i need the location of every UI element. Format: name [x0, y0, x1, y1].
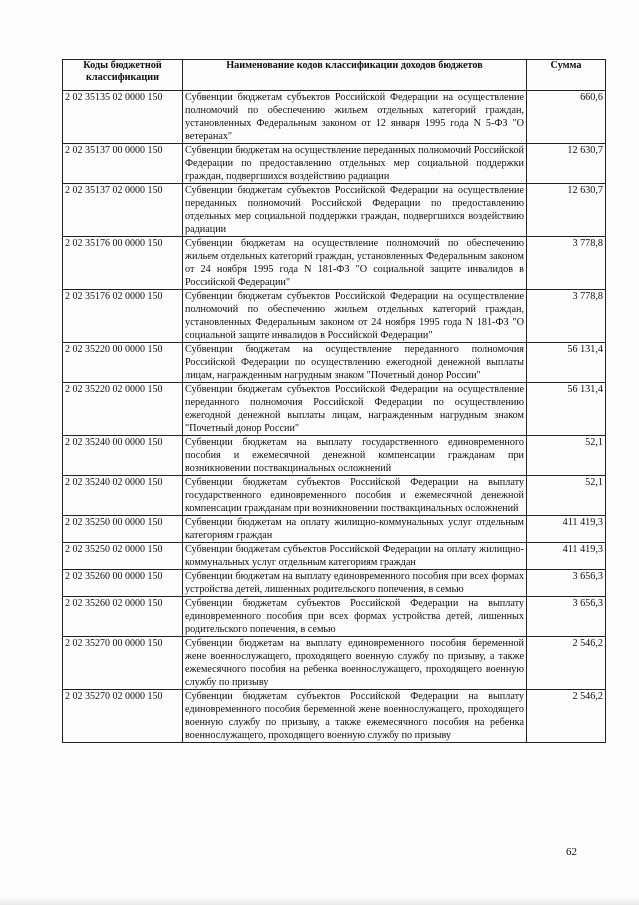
row-code: 2 02 35137 00 0000 150	[63, 144, 183, 184]
row-name: Субвенции бюджетам субъектов Российской Федерации на выплату государственного единовременного пособия и ежемесячной денежной компенсации гражданам при возникновении поствакцинальных осложнений	[183, 476, 527, 516]
row-code: 2 02 35250 02 0000 150	[63, 543, 183, 570]
row-sum: 52,1	[527, 436, 606, 476]
table-row	[63, 436, 606, 476]
row-code: 2 02 35270 00 0000 150	[63, 637, 183, 690]
row-name: Субвенции бюджетам на осуществление переданного полномочия Российской Федерации по осуществлению ежегодной денежной выплаты лицам, награжденным нагрудным знаком "Почетный донор России"	[183, 343, 527, 383]
table-row	[63, 516, 606, 543]
table-row	[63, 637, 606, 690]
row-sum: 3 778,8	[527, 290, 606, 343]
row-code: 2 02 35260 02 0000 150	[63, 597, 183, 637]
page-number: 62	[566, 846, 577, 858]
row-code: 2 02 35270 02 0000 150	[63, 690, 183, 743]
row-sum: 2 546,2	[527, 690, 606, 743]
header-sum: Сумма	[527, 60, 606, 91]
row-code: 2 02 35260 00 0000 150	[63, 570, 183, 597]
row-code: 2 02 35176 00 0000 150	[63, 237, 183, 290]
table-row	[63, 543, 606, 570]
table-row	[63, 91, 606, 144]
row-name: Субвенции бюджетам на выплату государственного единовременного пособия и ежемесячной денежной компенсации гражданам при возникновении поствакцинальных осложнений	[183, 436, 527, 476]
row-sum: 12 630,7	[527, 184, 606, 237]
row-code: 2 02 35137 02 0000 150	[63, 184, 183, 237]
row-sum: 3 656,3	[527, 597, 606, 637]
row-name: Субвенции бюджетам субъектов Российской Федерации на осуществление полномочий по обеспечению жильем отдельных категорий граждан, установленных Федеральным законом от 12 января 1995 года N 5-ФЗ "О ветеранах"	[183, 91, 527, 144]
row-name: Субвенции бюджетам на осуществление переданных полномочий Российской Федерации по предоставлению отдельных мер социальной поддержки граждан, подвергшихся воздействию радиации	[183, 144, 527, 184]
row-sum: 411 419,3	[527, 543, 606, 570]
row-code: 2 02 35176 02 0000 150	[63, 290, 183, 343]
table-row	[63, 476, 606, 516]
table-row	[63, 597, 606, 637]
row-name: Субвенции бюджетам на выплату единовременного пособия беременной жене военнослужащего, проходящего военную службу по призыву, а также ежемесячного пособия на ребенка военнослужащего, проходящего военную службу по призыву	[183, 637, 527, 690]
row-code: 2 02 35250 00 0000 150	[63, 516, 183, 543]
row-sum: 56 131,4	[527, 383, 606, 436]
row-name: Субвенции бюджетам субъектов Российской Федерации на осуществление полномочий по обеспечению жильем отдельных категорий граждан, установленных Федеральным законом от 24 ноября 1995 года N 181-ФЗ "О социальной защите инвалидов в Российской Федерации"	[183, 290, 527, 343]
row-name: Субвенции бюджетам на выплату единовременного пособия при всех формах устройства детей, лишенных родительского попечения, в семью	[183, 570, 527, 597]
row-name: Субвенции бюджетам субъектов Российской Федерации на оплату жилищно-коммунальных услуг отдельным категориям граждан	[183, 543, 527, 570]
row-sum: 52,1	[527, 476, 606, 516]
table-row	[63, 570, 606, 597]
row-sum: 411 419,3	[527, 516, 606, 543]
row-name: Субвенции бюджетам субъектов Российской Федерации на осуществление переданного полномочия Российской Федерации по осуществлению ежегодной денежной выплаты лицам, награжденным нагрудным знаком "Почетный донор России"	[183, 383, 527, 436]
row-sum: 3 656,3	[527, 570, 606, 597]
row-name: Субвенции бюджетам на осуществление полномочий по обеспечению жильем отдельных категорий граждан, установленных Федеральным законом от 24 ноября 1995 года N 181-ФЗ "О социальной защите инвалидов в Российской Федерации"	[183, 237, 527, 290]
row-code: 2 02 35240 02 0000 150	[63, 476, 183, 516]
row-code: 2 02 35240 00 0000 150	[63, 436, 183, 476]
table-row	[63, 184, 606, 237]
row-name: Субвенции бюджетам субъектов Российской Федерации на выплату единовременного пособия при всех формах устройства детей, лишенных родительского попечения, в семью	[183, 597, 527, 637]
header-name: Наименование кодов классификации доходов бюджетов	[183, 60, 527, 91]
row-name: Субвенции бюджетам субъектов Российской Федерации на выплату единовременного пособия беременной жене военнослужащего, проходящего военную службу по призыву, а также ежемесячного пособия на ребенка военнослужащего, проходящего военную службу по призыву	[183, 690, 527, 743]
budget-classification-table	[62, 59, 606, 743]
row-name: Субвенции бюджетам субъектов Российской Федерации на осуществление переданных полномочий Российской Федерации по предоставлению отдельных мер социальной поддержки граждан, подвергшихся воздействию радиации	[183, 184, 527, 237]
row-code: 2 02 35220 02 0000 150	[63, 383, 183, 436]
row-sum: 3 778,8	[527, 237, 606, 290]
table-row	[63, 690, 606, 743]
table-row	[63, 343, 606, 383]
table-row	[63, 144, 606, 184]
table-row	[63, 290, 606, 343]
row-code: 2 02 35220 00 0000 150	[63, 343, 183, 383]
row-name: Субвенции бюджетам на оплату жилищно-коммунальных услуг отдельным категориям граждан	[183, 516, 527, 543]
row-code: 2 02 35135 02 0000 150	[63, 91, 183, 144]
row-sum: 12 630,7	[527, 144, 606, 184]
table-row	[63, 383, 606, 436]
row-sum: 56 131,4	[527, 343, 606, 383]
header-code: Коды бюджетной классификации	[63, 60, 183, 91]
row-sum: 2 546,2	[527, 637, 606, 690]
row-sum: 660,6	[527, 91, 606, 144]
table-header-row	[63, 60, 606, 91]
table-row	[63, 237, 606, 290]
